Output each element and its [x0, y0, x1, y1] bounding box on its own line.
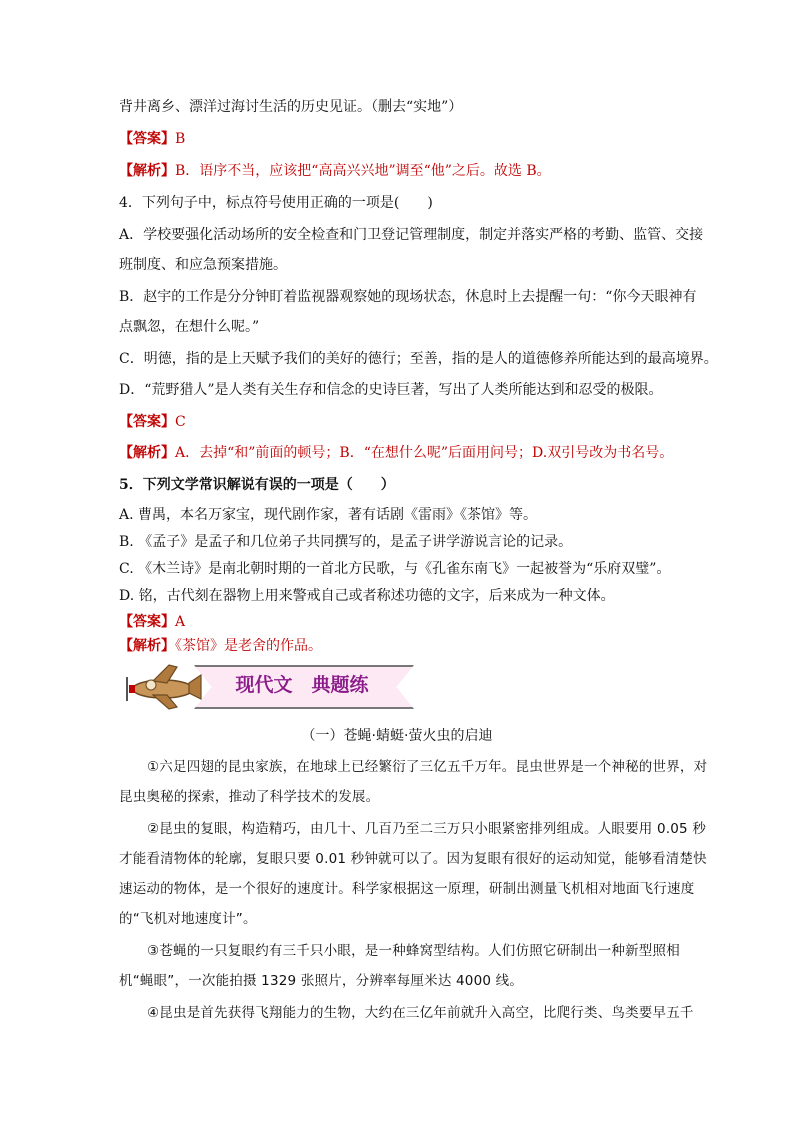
option-c: C．明德，指的是上天赋予我们的美好的德行；至善，指的是人的道德修养所能达到的最高境界。 [119, 351, 718, 367]
paragraph-1: ①六足四翅的昆虫家族，在地球上已经繁衍了三亿五千万年。昆虫世界是一个神秘的世界，对昆虫奥秘的探索，推动了科学技术的发展。 [119, 759, 708, 805]
paragraph-3: ③苍蝇的一只复眼约有三千只小眼，是一种蜂窝型结构。人们仿照它研制出一种新型照相机“蝇眼”，一次能拍摄 1329 张照片，分辨率每厘米达 4000 线。 [119, 943, 680, 989]
airplane-icon [119, 661, 203, 711]
explanation-text: B．语序不当，应该把“高高兴兴地”调至“他”之后。故选 B。 [175, 163, 551, 179]
answer-tag: 【答案】 [119, 614, 175, 630]
option-c: C. 《木兰诗》是南北朝时期的一首北方民歌，与《孔雀东南飞》一起被誉为“乐府双璧”。 [119, 561, 671, 577]
option-a-line1: A．学校要强化活动场所的安全检查和门卫登记管理制度，制定并落实严格的考勤、监管、交接 [119, 227, 704, 243]
answer-line [119, 130, 185, 148]
option-b: B. 《孟子》是孟子和几位弟子共同撰写的，是孟子讲学游说言论的记录。 [119, 534, 573, 550]
explanation-tag: 【解析】 [119, 445, 175, 461]
option-b-line1: B．赵宇的工作是分分钟盯着监视器观察她的现场状态，休息时上去提醒一句：“你今天眼神有 [119, 289, 697, 305]
answer-value: A [175, 614, 186, 630]
question-4: 4．下列句子中，标点符号使用正确的一项是( ) [119, 195, 433, 211]
banner-title: 现代文 典题练 [235, 674, 369, 696]
explanation-tag: 【解析】 [119, 163, 175, 179]
explanation-text: A．去掉“和”前面的顿号；B．“在想什么呢”后面用问号；D.双引号改为书名号。 [175, 445, 674, 461]
answer-value: B [175, 131, 186, 147]
option-d: D. 铭，古代刻在器物上用来警戒自己或者称述功德的文字，后来成为一种文体。 [119, 588, 615, 604]
answer-tag: 【答案】 [119, 414, 175, 430]
answer-value: C [175, 414, 186, 430]
answer-line [119, 413, 186, 431]
section-banner [119, 657, 419, 713]
explanation-text: 《茶馆》是老舍的作品。 [175, 638, 322, 654]
explanation-line [119, 444, 673, 462]
option-d: D．“荒野猎人”是人类有关生存和信念的史诗巨著，写出了人类所能达到和忍受的极限。 [119, 382, 663, 398]
option-a: A. 曹禺，本名万家宝，现代剧作家，著有话剧《雷雨》《茶馆》等。 [119, 507, 538, 523]
explanation-line [119, 162, 551, 180]
explanation-line [119, 637, 322, 655]
paragraph-4: ④昆虫是首先获得飞翔能力的生物，大约在三亿年前就升入高空，比爬行类、鸟类要早五千 [147, 1005, 694, 1021]
answer-line [119, 613, 185, 631]
question-5: 5．下列文学常识解说有误的一项是（ ） [119, 477, 395, 493]
option-b-line2: 点飘忽，在想什么呢。” [119, 319, 260, 335]
paragraph-2: ②昆虫的复眼，构造精巧，由几十、几百乃至二三万只小眼紧密排列组成。人眼要用 0.05 秒才能看清物体的轮廓，复眼只要 0.01 秒钟就可以了。因为复眼有很好的运动知觉，能够看清楚快速运动的物体，是一个很好的速度计。科学家根据这一原理，研制出测量飞机相对地面飞行速度的“飞机对地速度计”。 [119, 821, 707, 927]
option-a-line2: 班制度、和应急预案措施。 [119, 257, 287, 273]
explanation-tag: 【解析】 [119, 638, 175, 654]
section-title: （一）苍蝇·蜻蜓·萤火虫的启迪 [301, 728, 493, 744]
text-line: 背井离乡、漂洋过海讨生活的历史见证。（删去“实地”） [119, 99, 463, 115]
answer-tag: 【答案】 [119, 131, 175, 147]
